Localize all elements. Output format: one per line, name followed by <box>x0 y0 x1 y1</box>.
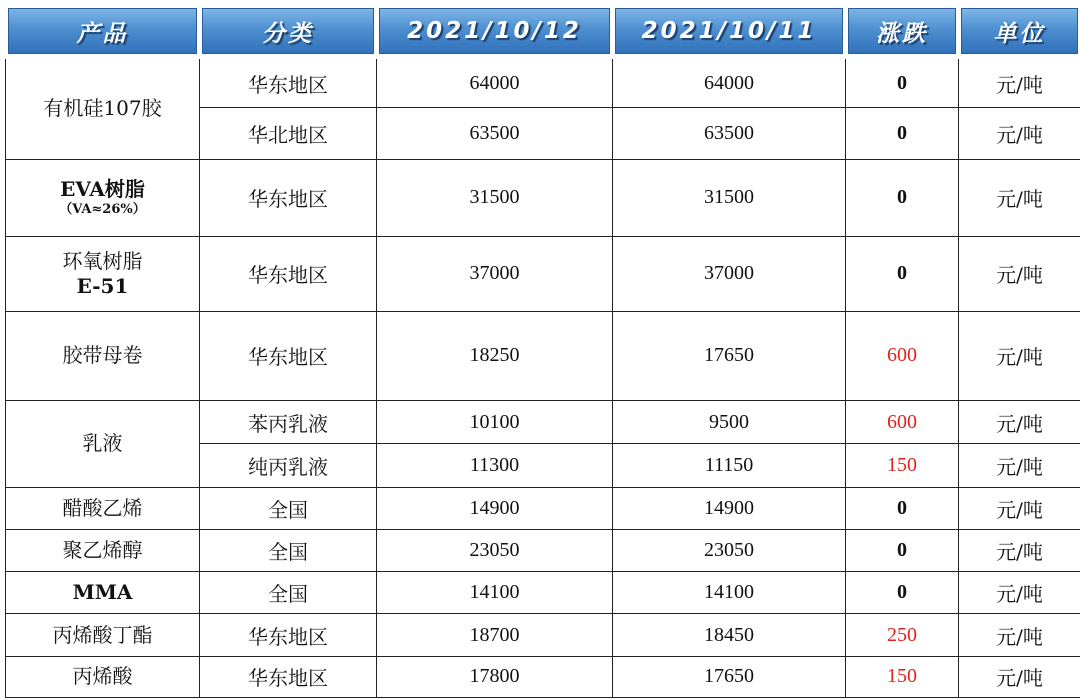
price-cell-date-1: 18700 <box>377 614 613 656</box>
product-name: 丙烯酸丁酯 <box>52 622 153 647</box>
price-cell-date-2: 14100 <box>613 572 846 614</box>
header-change: 涨跌 <box>846 6 959 57</box>
price-cell-date-1: 17800 <box>377 656 613 697</box>
change-cell: 600 <box>846 311 959 401</box>
change-cell: 600 <box>846 401 959 444</box>
unit-cell: 元/吨 <box>959 159 1080 236</box>
product-cell <box>6 572 200 614</box>
product-name: MMA <box>72 580 133 605</box>
change-cell: 0 <box>846 487 959 529</box>
unit-cell: 元/吨 <box>959 572 1080 614</box>
category-cell: 华东地区 <box>200 159 377 236</box>
product-cell <box>6 401 200 488</box>
category-cell: 华东地区 <box>200 311 377 401</box>
category-cell: 纯丙乳液 <box>200 444 377 487</box>
price-cell-date-2: 9500 <box>613 401 846 444</box>
unit-cell: 元/吨 <box>959 487 1080 529</box>
category-cell: 华东地区 <box>200 656 377 697</box>
price-table <box>3 3 1080 698</box>
price-cell-date-1: 18250 <box>377 311 613 401</box>
price-cell-date-2: 23050 <box>613 529 846 571</box>
table-row <box>6 159 1080 236</box>
price-cell-date-1: 64000 <box>377 57 613 108</box>
unit-cell: 元/吨 <box>959 57 1080 108</box>
category-cell: 华东地区 <box>200 57 377 108</box>
category-cell: 全国 <box>200 529 377 571</box>
price-cell-date-1: 37000 <box>377 237 613 311</box>
product-cell <box>6 487 200 529</box>
price-cell-date-2: 17650 <box>613 311 846 401</box>
category-cell: 全国 <box>200 487 377 529</box>
change-cell: 150 <box>846 444 959 487</box>
category-cell: 全国 <box>200 572 377 614</box>
table-row <box>6 401 1080 444</box>
price-cell-date-1: 31500 <box>377 159 613 236</box>
unit-cell: 元/吨 <box>959 237 1080 311</box>
unit-cell: 元/吨 <box>959 311 1080 401</box>
product-name: 丙烯酸 <box>72 664 133 689</box>
header-product: 产品 <box>6 6 200 57</box>
price-cell-date-1: 14100 <box>377 572 613 614</box>
unit-cell: 元/吨 <box>959 401 1080 444</box>
price-cell-date-2: 31500 <box>613 159 846 236</box>
unit-cell: 元/吨 <box>959 444 1080 487</box>
unit-cell: 元/吨 <box>959 614 1080 656</box>
change-cell: 0 <box>846 159 959 236</box>
unit-cell: 元/吨 <box>959 108 1080 159</box>
product-name: 环氧树脂 <box>62 248 143 273</box>
header-category: 分类 <box>200 6 377 57</box>
product-name: EVA树脂 <box>60 177 145 202</box>
table-row <box>6 656 1080 697</box>
product-cell <box>6 614 200 656</box>
change-cell: 0 <box>846 529 959 571</box>
product-grade: E-51 <box>76 273 129 298</box>
price-cell-date-2: 63500 <box>613 108 846 159</box>
table-row <box>6 614 1080 656</box>
change-cell: 0 <box>846 108 959 159</box>
change-cell: 150 <box>846 656 959 697</box>
price-cell-date-1: 10100 <box>377 401 613 444</box>
table-row <box>6 529 1080 571</box>
product-cell <box>6 159 200 236</box>
table-row <box>6 237 1080 311</box>
price-cell-date-1: 14900 <box>377 487 613 529</box>
price-cell-date-2: 14900 <box>613 487 846 529</box>
price-cell-date-2: 17650 <box>613 656 846 697</box>
category-cell: 苯丙乳液 <box>200 401 377 444</box>
header-date-1: 2021/10/12 <box>377 6 613 57</box>
unit-cell: 元/吨 <box>959 656 1080 697</box>
category-cell: 华东地区 <box>200 614 377 656</box>
table-row <box>6 311 1080 401</box>
price-cell-date-1: 23050 <box>377 529 613 571</box>
table-row <box>6 57 1080 108</box>
price-cell-date-2: 37000 <box>613 237 846 311</box>
product-name: 乳液 <box>82 431 123 456</box>
price-cell-date-1: 11300 <box>377 444 613 487</box>
product-name: 有机硅107胶 <box>43 96 162 121</box>
product-name: 醋酸乙烯 <box>62 495 143 520</box>
product-spec: （VA≈26%） <box>59 202 146 218</box>
price-cell-date-2: 64000 <box>613 57 846 108</box>
price-cell-date-2: 18450 <box>613 614 846 656</box>
change-cell: 250 <box>846 614 959 656</box>
change-cell: 0 <box>846 237 959 311</box>
category-cell: 华北地区 <box>200 108 377 159</box>
header-row <box>6 6 1080 57</box>
product-cell <box>6 656 200 697</box>
category-cell: 华东地区 <box>200 237 377 311</box>
header-date-2: 2021/10/11 <box>613 6 846 57</box>
table-row <box>6 572 1080 614</box>
change-cell: 0 <box>846 57 959 108</box>
product-cell <box>6 57 200 160</box>
price-cell-date-2: 11150 <box>613 444 846 487</box>
price-cell-date-1: 63500 <box>377 108 613 159</box>
unit-cell: 元/吨 <box>959 529 1080 571</box>
change-cell: 0 <box>846 572 959 614</box>
product-cell <box>6 311 200 401</box>
product-name: 胶带母卷 <box>62 343 143 368</box>
header-unit: 单位 <box>959 6 1080 57</box>
product-name: 聚乙烯醇 <box>62 538 143 562</box>
product-cell <box>6 237 200 311</box>
product-cell <box>6 529 200 571</box>
table-row <box>6 487 1080 529</box>
